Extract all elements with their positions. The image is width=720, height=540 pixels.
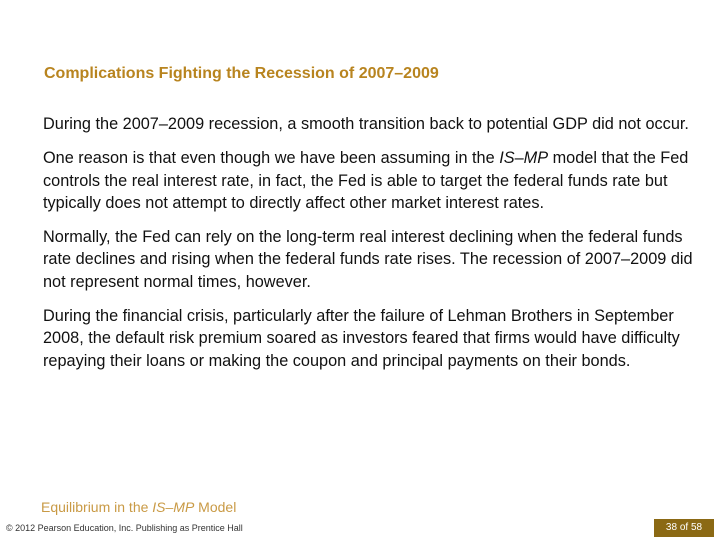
- paragraph-fed-rate-part1: One reason is that even though we have been assuming in the: [43, 149, 500, 168]
- section-link-part2: Model: [194, 499, 237, 515]
- slide-title: Complications Fighting the Recession of 2007–2009: [44, 65, 439, 82]
- page-total: 58: [690, 522, 703, 533]
- section-link[interactable]: [41, 497, 236, 517]
- paragraph-financial-crisis: During the financial crisis, particularly after the failure of Lehman Brothers in September 2008, the default risk premium soared as investors feared that firms would have difficulty repaying their loans or making the coupon and principal payments on their bonds.: [43, 307, 680, 370]
- section-link-is-mp: IS–MP: [152, 499, 195, 515]
- page-of: of: [679, 522, 689, 533]
- is-mp-term: IS–MP: [499, 149, 549, 168]
- paragraph-fed-rate-part2: model that the Fed controls the real interest rate, in fact, the Fed is able to target the federal funds rate but typically does not attempt to directly affect other market interest rates.: [43, 149, 689, 212]
- page-current: 38: [665, 522, 678, 533]
- paragraph-recession: During the 2007–2009 recession, a smooth transition back to potential GDP did not occur.: [43, 115, 689, 133]
- slide-body: [43, 113, 693, 384]
- copyright-notice: © 2012 Pearson Education, Inc. Publishing as Prentice Hall: [6, 523, 243, 533]
- page-number-badge: [654, 519, 714, 537]
- paragraph-fed-rate: [43, 147, 693, 214]
- section-link-part1: Equilibrium in the: [41, 499, 153, 515]
- paragraph-normal-times: Normally, the Fed can rely on the long-term real interest declining when the federal funds rate declines and rising when the federal funds rate rises. The recession of 2007–2009 did not represent normal times, however.: [43, 228, 693, 291]
